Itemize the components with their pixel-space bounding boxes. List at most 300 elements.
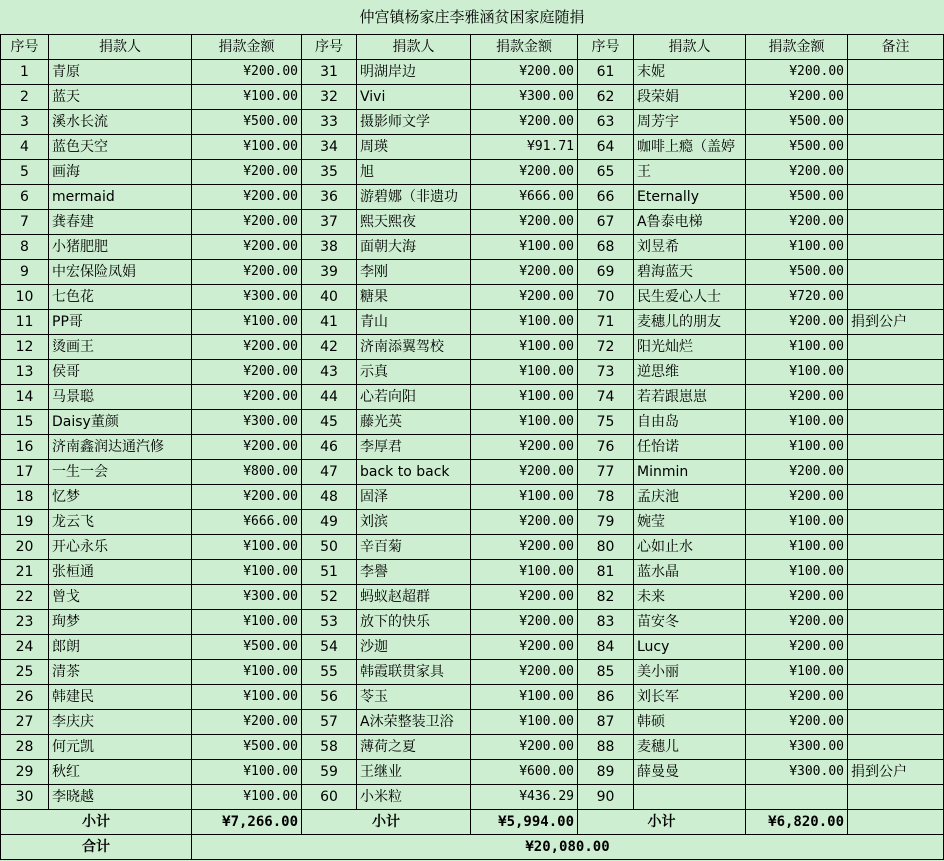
- donor-name: 珣梦: [49, 610, 192, 635]
- donor-name: 小猪肥肥: [49, 235, 192, 260]
- donor-name: 辛百菊: [357, 535, 471, 560]
- table-row: [1, 285, 944, 310]
- donor-seq: 29: [1, 760, 49, 785]
- donor-name: 糖果: [357, 285, 471, 310]
- donation-amount: ¥200.00: [746, 635, 848, 660]
- subtotal-amount: ¥7,266.00: [192, 810, 302, 835]
- note-cell: [848, 710, 944, 735]
- donation-amount: ¥200.00: [192, 485, 302, 510]
- donor-name: 烫画王: [49, 335, 192, 360]
- donor-seq: 43: [302, 360, 357, 385]
- donor-seq: 13: [1, 360, 49, 385]
- donation-amount: ¥666.00: [192, 510, 302, 535]
- donor-seq: 31: [302, 60, 357, 85]
- donation-amount: ¥100.00: [746, 235, 848, 260]
- donation-amount: ¥100.00: [746, 335, 848, 360]
- donor-name: 逆思维: [634, 360, 746, 385]
- donor-name: 苓玉: [357, 685, 471, 710]
- donation-amount: ¥500.00: [192, 735, 302, 760]
- donor-seq: 75: [578, 410, 634, 435]
- donor-seq: 82: [578, 585, 634, 610]
- donor-seq: 33: [302, 110, 357, 135]
- header-amount: 捐款金额: [746, 35, 848, 60]
- donation-amount: ¥200.00: [192, 160, 302, 185]
- donation-amount: ¥100.00: [471, 710, 578, 735]
- donor-seq: 45: [302, 410, 357, 435]
- donor-seq: 90: [578, 785, 634, 810]
- donor-name: 张桓通: [49, 560, 192, 585]
- header-donor: 捐款人: [49, 35, 192, 60]
- donation-amount: ¥100.00: [471, 235, 578, 260]
- note-cell: [848, 785, 944, 810]
- donor-name: 心如止水: [634, 535, 746, 560]
- donor-name: 韩霞联贯家具: [357, 660, 471, 685]
- donor-name: Minmin: [634, 460, 746, 485]
- donation-amount: ¥200.00: [192, 185, 302, 210]
- donation-amount: ¥100.00: [746, 660, 848, 685]
- donation-amount: ¥600.00: [471, 760, 578, 785]
- donor-seq: 73: [578, 360, 634, 385]
- table-row: [1, 535, 944, 560]
- note-cell: [848, 385, 944, 410]
- donation-amount: ¥200.00: [192, 385, 302, 410]
- table-row: [1, 510, 944, 535]
- table-row: [1, 260, 944, 285]
- note-cell: [848, 285, 944, 310]
- subtotal-label: 小计: [578, 810, 746, 835]
- donor-seq: 66: [578, 185, 634, 210]
- donation-amount: ¥500.00: [192, 635, 302, 660]
- donor-name: PP哥: [49, 310, 192, 335]
- donor-seq: 11: [1, 310, 49, 335]
- table-row: [1, 85, 944, 110]
- donor-seq: 21: [1, 560, 49, 585]
- donation-amount: ¥100.00: [471, 685, 578, 710]
- donation-amount: ¥200.00: [471, 160, 578, 185]
- donor-seq: 8: [1, 235, 49, 260]
- donor-seq: 77: [578, 460, 634, 485]
- donor-seq: 5: [1, 160, 49, 185]
- donor-seq: 1: [1, 60, 49, 85]
- table-row: [1, 60, 944, 85]
- donation-amount: ¥720.00: [746, 285, 848, 310]
- donor-seq: 20: [1, 535, 49, 560]
- donor-seq: 63: [578, 110, 634, 135]
- table-row: [1, 210, 944, 235]
- donation-amount: ¥100.00: [471, 385, 578, 410]
- donor-seq: 48: [302, 485, 357, 510]
- donor-seq: 61: [578, 60, 634, 85]
- donor-seq: 52: [302, 585, 357, 610]
- donor-seq: 7: [1, 210, 49, 235]
- donor-name: 周芳宇: [634, 110, 746, 135]
- donor-name: 固泽: [357, 485, 471, 510]
- donor-seq: 14: [1, 385, 49, 410]
- donation-amount: ¥300.00: [471, 85, 578, 110]
- donation-amount: ¥100.00: [471, 335, 578, 360]
- subtotal-amount: ¥5,994.00: [471, 810, 578, 835]
- donor-name: 示真: [357, 360, 471, 385]
- donor-seq: 27: [1, 710, 49, 735]
- header-seq: 序号: [578, 35, 634, 60]
- donation-amount: ¥500.00: [746, 110, 848, 135]
- donor-seq: 74: [578, 385, 634, 410]
- donor-name: 龙云飞: [49, 510, 192, 535]
- donor-name: 中宏保险凤娟: [49, 260, 192, 285]
- donation-amount: ¥200.00: [471, 735, 578, 760]
- donor-name: 自由岛: [634, 410, 746, 435]
- donor-name: 郎朗: [49, 635, 192, 660]
- table-row: [1, 485, 944, 510]
- donor-seq: 56: [302, 685, 357, 710]
- donor-seq: 80: [578, 535, 634, 560]
- donation-amount: ¥500.00: [746, 260, 848, 285]
- donor-name: 放下的快乐: [357, 610, 471, 635]
- note-cell: [848, 360, 944, 385]
- donor-seq: 38: [302, 235, 357, 260]
- donor-name: 阳光灿烂: [634, 335, 746, 360]
- donor-name: mermaid: [49, 185, 192, 210]
- donation-amount: ¥100.00: [192, 760, 302, 785]
- donor-name: Vivi: [357, 85, 471, 110]
- donor-seq: 58: [302, 735, 357, 760]
- donation-amount: ¥100.00: [471, 485, 578, 510]
- donor-name: 刘昱希: [634, 235, 746, 260]
- donor-seq: 44: [302, 385, 357, 410]
- donor-seq: 64: [578, 135, 634, 160]
- donation-amount: ¥500.00: [192, 110, 302, 135]
- donor-seq: 41: [302, 310, 357, 335]
- table-row: [1, 710, 944, 735]
- donation-amount: ¥200.00: [746, 610, 848, 635]
- header-seq: 序号: [302, 35, 357, 60]
- note-cell: 捐到公户: [848, 310, 944, 335]
- donor-name: 李譽: [357, 560, 471, 585]
- donor-seq: 59: [302, 760, 357, 785]
- donation-amount: ¥300.00: [192, 585, 302, 610]
- donor-name: 秋红: [49, 760, 192, 785]
- donation-amount: ¥100.00: [471, 410, 578, 435]
- donor-seq: 84: [578, 635, 634, 660]
- donor-seq: 24: [1, 635, 49, 660]
- donor-name: 济南鑫润达通汽修: [49, 435, 192, 460]
- donor-name: 龚春建: [49, 210, 192, 235]
- donor-seq: 3: [1, 110, 49, 135]
- donation-amount: ¥300.00: [746, 735, 848, 760]
- donor-seq: 54: [302, 635, 357, 660]
- table-row: [1, 760, 944, 785]
- donor-seq: 86: [578, 685, 634, 710]
- donor-name: back to back: [357, 460, 471, 485]
- donor-name: 摄影师文学: [357, 110, 471, 135]
- table-row: [1, 360, 944, 385]
- table-row: [1, 560, 944, 585]
- donation-amount: ¥300.00: [192, 410, 302, 435]
- table-row: [1, 235, 944, 260]
- note-cell: [848, 210, 944, 235]
- note-cell: [848, 560, 944, 585]
- donation-amount: ¥200.00: [471, 510, 578, 535]
- donation-amount: ¥200.00: [192, 435, 302, 460]
- donation-amount: ¥200.00: [192, 235, 302, 260]
- note-cell: [848, 235, 944, 260]
- donor-seq: 34: [302, 135, 357, 160]
- donor-seq: 18: [1, 485, 49, 510]
- donation-amount: ¥91.71: [471, 135, 578, 160]
- header-amount: 捐款金额: [471, 35, 578, 60]
- donation-amount: ¥200.00: [746, 385, 848, 410]
- table-row: [1, 310, 944, 335]
- donor-name: 青山: [357, 310, 471, 335]
- donation-amount: ¥200.00: [471, 285, 578, 310]
- donor-seq: 67: [578, 210, 634, 235]
- donation-amount: ¥200.00: [746, 210, 848, 235]
- donation-amount: ¥666.00: [471, 185, 578, 210]
- donor-name: 刘长军: [634, 685, 746, 710]
- donor-name: 薄荷之夏: [357, 735, 471, 760]
- donor-name: 若若跟崽崽: [634, 385, 746, 410]
- donor-seq: 35: [302, 160, 357, 185]
- donation-amount: ¥200.00: [192, 60, 302, 85]
- table-row: [1, 685, 944, 710]
- donor-seq: 85: [578, 660, 634, 685]
- donor-name: 末妮: [634, 60, 746, 85]
- donation-amount: ¥100.00: [746, 510, 848, 535]
- donor-name: Lucy: [634, 635, 746, 660]
- header-note: 备注: [848, 35, 944, 60]
- donation-amount: ¥300.00: [192, 285, 302, 310]
- total-label: 合计: [1, 835, 192, 860]
- donor-name: 孟庆池: [634, 485, 746, 510]
- donor-seq: 22: [1, 585, 49, 610]
- table-row: [1, 110, 944, 135]
- donor-name: 韩建民: [49, 685, 192, 710]
- donor-name: 藤光英: [357, 410, 471, 435]
- donation-amount: ¥200.00: [746, 85, 848, 110]
- table-row: [1, 785, 944, 810]
- donor-seq: 53: [302, 610, 357, 635]
- donor-seq: 62: [578, 85, 634, 110]
- donor-seq: 60: [302, 785, 357, 810]
- sheet-title: 仲宫镇杨家庄李雅涵贫困家庭随捐: [359, 8, 585, 26]
- donation-table: [0, 34, 944, 860]
- donor-name: 段荣娟: [634, 85, 746, 110]
- donor-name: 溪水长流: [49, 110, 192, 135]
- donation-amount: ¥500.00: [746, 185, 848, 210]
- donation-amount: ¥200.00: [471, 260, 578, 285]
- header-donor: 捐款人: [357, 35, 471, 60]
- note-cell: [848, 585, 944, 610]
- donation-amount: ¥100.00: [192, 560, 302, 585]
- donor-name: 韩硕: [634, 710, 746, 735]
- donation-amount: ¥100.00: [746, 435, 848, 460]
- donor-seq: 47: [302, 460, 357, 485]
- donation-amount: ¥200.00: [192, 335, 302, 360]
- donation-amount: ¥200.00: [746, 710, 848, 735]
- donor-name: 蓝天: [49, 85, 192, 110]
- donation-amount: ¥200.00: [746, 160, 848, 185]
- donor-name: 沙迦: [357, 635, 471, 660]
- donor-name: 薛曼曼: [634, 760, 746, 785]
- donor-seq: 6: [1, 185, 49, 210]
- note-cell: [848, 660, 944, 685]
- donation-amount: ¥100.00: [192, 135, 302, 160]
- donation-amount: ¥500.00: [746, 135, 848, 160]
- donor-name: 蚂蚁赵超群: [357, 585, 471, 610]
- donor-name: 马景聪: [49, 385, 192, 410]
- donor-name: 民生爱心人士: [634, 285, 746, 310]
- table-row: [1, 410, 944, 435]
- table-row: [1, 435, 944, 460]
- donor-name: 麦穗儿: [634, 735, 746, 760]
- donation-amount: ¥200.00: [471, 60, 578, 85]
- donor-name: 何元凯: [49, 735, 192, 760]
- donor-name: 蓝色天空: [49, 135, 192, 160]
- donor-name: Eternally: [634, 185, 746, 210]
- subtotal-note: [848, 810, 944, 835]
- donor-seq: 83: [578, 610, 634, 635]
- donor-seq: 39: [302, 260, 357, 285]
- donor-name: 青原: [49, 60, 192, 85]
- donor-seq: 51: [302, 560, 357, 585]
- note-cell: [848, 535, 944, 560]
- donation-amount: ¥200.00: [746, 460, 848, 485]
- subtotal-row: [1, 810, 944, 835]
- donor-name: 咖啡上瘾（盖婷: [634, 135, 746, 160]
- donor-seq: 78: [578, 485, 634, 510]
- donor-name: 麦穗儿的朋友: [634, 310, 746, 335]
- donor-seq: 17: [1, 460, 49, 485]
- subtotal-amount: ¥6,820.00: [746, 810, 848, 835]
- donation-amount: ¥200.00: [471, 660, 578, 685]
- note-cell: [848, 260, 944, 285]
- donor-name: 曾戈: [49, 585, 192, 610]
- donor-seq: 42: [302, 335, 357, 360]
- donor-seq: 12: [1, 335, 49, 360]
- subtotal-label: 小计: [1, 810, 192, 835]
- donor-name: 李厚君: [357, 435, 471, 460]
- donor-seq: 40: [302, 285, 357, 310]
- donation-amount: ¥200.00: [192, 710, 302, 735]
- note-cell: [848, 735, 944, 760]
- donor-name: 苗安冬: [634, 610, 746, 635]
- donation-amount: ¥200.00: [746, 685, 848, 710]
- donor-name: 刘滨: [357, 510, 471, 535]
- donor-name: 侯哥: [49, 360, 192, 385]
- donation-amount: ¥800.00: [192, 460, 302, 485]
- donor-seq: 88: [578, 735, 634, 760]
- table-row: [1, 460, 944, 485]
- donor-name: 游碧娜（非遗功: [357, 185, 471, 210]
- donor-name: [634, 785, 746, 810]
- donor-name: 婉莹: [634, 510, 746, 535]
- donor-seq: 23: [1, 610, 49, 635]
- donor-seq: 37: [302, 210, 357, 235]
- table-row: [1, 610, 944, 635]
- note-cell: [848, 485, 944, 510]
- note-cell: [848, 85, 944, 110]
- donor-name: 面朝大海: [357, 235, 471, 260]
- donor-seq: 87: [578, 710, 634, 735]
- donor-name: Daisy董颜: [49, 410, 192, 435]
- donation-amount: ¥100.00: [192, 535, 302, 560]
- donation-amount: ¥100.00: [471, 310, 578, 335]
- donor-seq: 19: [1, 510, 49, 535]
- table-row: [1, 335, 944, 360]
- donor-name: 美小丽: [634, 660, 746, 685]
- donor-seq: 26: [1, 685, 49, 710]
- donor-seq: 30: [1, 785, 49, 810]
- donor-seq: 71: [578, 310, 634, 335]
- donation-amount: ¥200.00: [471, 460, 578, 485]
- donor-name: 熙天熙夜: [357, 210, 471, 235]
- note-cell: [848, 635, 944, 660]
- donor-seq: 89: [578, 760, 634, 785]
- note-cell: [848, 460, 944, 485]
- note-cell: [848, 510, 944, 535]
- donor-seq: 16: [1, 435, 49, 460]
- donor-name: 王: [634, 160, 746, 185]
- table-row: [1, 135, 944, 160]
- header-row: [1, 35, 944, 60]
- donation-amount: ¥200.00: [746, 310, 848, 335]
- donation-amount: ¥100.00: [192, 785, 302, 810]
- donor-seq: 10: [1, 285, 49, 310]
- note-cell: [848, 610, 944, 635]
- donor-seq: 49: [302, 510, 357, 535]
- subtotal-label: 小计: [302, 810, 471, 835]
- donor-name: 旭: [357, 160, 471, 185]
- donor-seq: 9: [1, 260, 49, 285]
- donor-name: 画海: [49, 160, 192, 185]
- donor-seq: 79: [578, 510, 634, 535]
- donor-name: 碧海蓝天: [634, 260, 746, 285]
- donor-name: 心若向阳: [357, 385, 471, 410]
- donor-name: 李庆庆: [49, 710, 192, 735]
- donation-amount: ¥100.00: [192, 310, 302, 335]
- donor-name: 济南添翼驾校: [357, 335, 471, 360]
- header-donor: 捐款人: [634, 35, 746, 60]
- donation-amount: ¥100.00: [471, 360, 578, 385]
- donor-seq: 32: [302, 85, 357, 110]
- donation-amount: ¥200.00: [471, 210, 578, 235]
- donation-amount: ¥200.00: [471, 585, 578, 610]
- note-cell: [848, 185, 944, 210]
- donation-amount: ¥100.00: [471, 560, 578, 585]
- donor-seq: 70: [578, 285, 634, 310]
- donation-amount: ¥100.00: [746, 360, 848, 385]
- donation-amount: ¥100.00: [746, 535, 848, 560]
- donor-seq: 55: [302, 660, 357, 685]
- donor-seq: 69: [578, 260, 634, 285]
- total-amount: ¥20,080.00: [192, 835, 944, 860]
- donation-amount: ¥200.00: [746, 585, 848, 610]
- note-cell: [848, 110, 944, 135]
- donation-amount: ¥200.00: [192, 210, 302, 235]
- donor-seq: 68: [578, 235, 634, 260]
- donor-seq: 50: [302, 535, 357, 560]
- donation-amount: ¥200.00: [746, 485, 848, 510]
- donation-amount: ¥100.00: [192, 610, 302, 635]
- donation-amount: ¥200.00: [471, 535, 578, 560]
- donor-name: 明湖岸边: [357, 60, 471, 85]
- note-cell: [848, 60, 944, 85]
- donor-seq: 57: [302, 710, 357, 735]
- donation-amount: ¥200.00: [471, 110, 578, 135]
- note-cell: [848, 685, 944, 710]
- donor-name: 小米粒: [357, 785, 471, 810]
- header-seq: 序号: [1, 35, 49, 60]
